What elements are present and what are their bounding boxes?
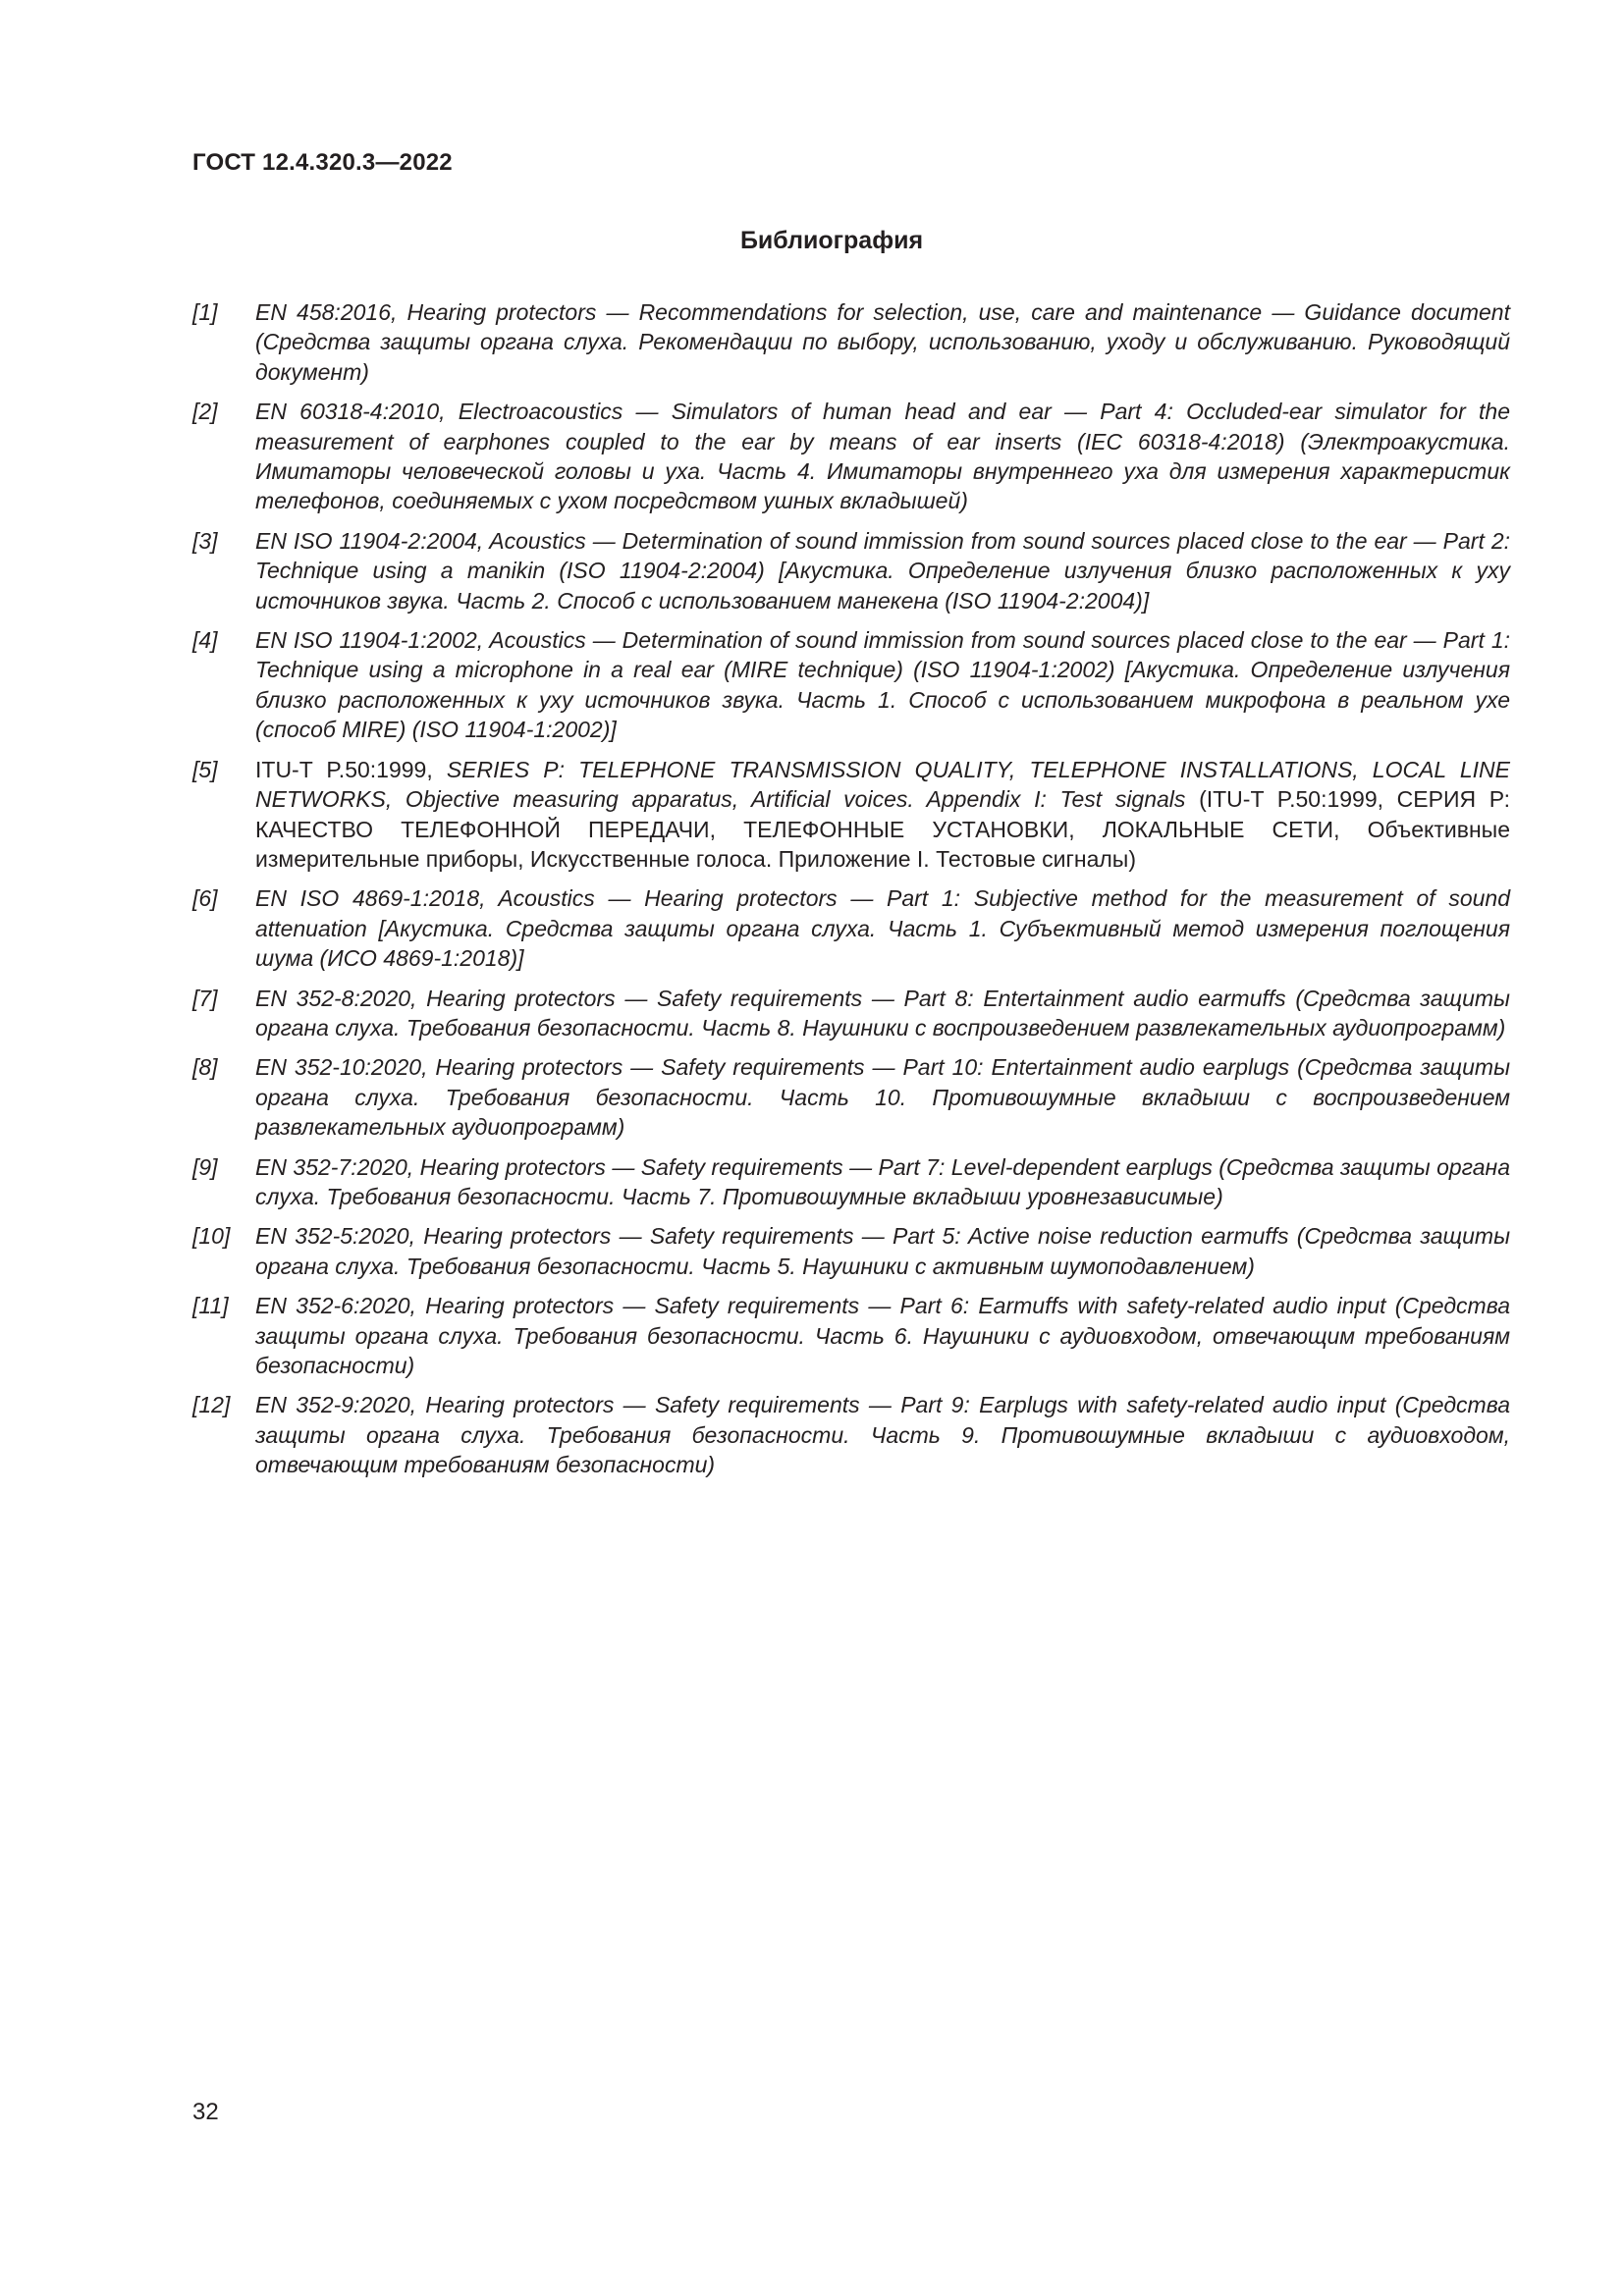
bibliography-entry-8 xyxy=(192,1052,1510,1142)
bibliography-entry-1 xyxy=(192,297,1510,387)
reference-text: EN 458:2016, Hearing protectors — Recommendations for selection, use, care and maintenance — Guidance document (Средства защиты органа слуха. Рекомендации по выбору, использованию, уходу и обслуживанию. Руководящий документ) xyxy=(255,299,1510,385)
reference-text: EN 352-6:2020, Hearing protectors — Safety requirements — Part 6: Earmuffs with safety-related audio input (Средства защиты органа слуха. Требования безопасности. Часть 6. Наушники с аудиовходом, отвечающим требованиям безопасности) xyxy=(255,1293,1510,1378)
bibliography-entry-6 xyxy=(192,883,1510,973)
bibliography-entry-3 xyxy=(192,526,1510,615)
reference-number: [5] xyxy=(192,756,218,782)
bibliography-entry-10 xyxy=(192,1221,1510,1281)
bibliography-title: Библиография xyxy=(739,227,924,254)
bibliography-entry-5 xyxy=(192,755,1510,875)
reference-number: [4] xyxy=(192,627,218,654)
bibliography-entry-7 xyxy=(192,984,1510,1043)
reference-number: [10] xyxy=(192,1223,231,1250)
document-header: ГОСТ 12.4.320.3—2022 xyxy=(192,149,453,176)
reference-text xyxy=(255,755,1510,875)
reference-text: EN 352-9:2020, Hearing protectors — Safety requirements — Part 9: Earplugs with safety-related audio input (Средства защиты органа слуха. Требования безопасности. Часть 9. Противошумные вкладыши с аудиовходом, отвечающим требованиям безопасности) xyxy=(255,1392,1510,1478)
reference-number: [2] xyxy=(192,399,218,425)
reference-text: EN 352-8:2020, Hearing protectors — Safety requirements — Part 8: Entertainment audio earmuffs (Средства защиты органа слуха. Требования безопасности. Часть 8. Наушники с воспроизведением развлекательных аудиопрограмм) xyxy=(255,985,1510,1041)
reference-number: [12] xyxy=(192,1392,231,1418)
reference-number: [1] xyxy=(192,299,218,325)
bibliography-entry-4 xyxy=(192,625,1510,745)
reference-text-italic: SERIES P: TELEPHONE TRANSMISSION QUALITY, TELEPHONE INSTALLATIONS, LOCAL LINE NETWORKS, Objective measuring apparatus, Artificial voices. Appendix I: Test signals xyxy=(255,756,1510,813)
reference-number: [7] xyxy=(192,985,218,1011)
reference-text: EN ISO 11904-2:2004, Acoustics — Determination of sound immission from sound sources placed close to the ear — Part 2: Technique using a manikin (ISO 11904-2:2004) [Акустика. Определение излучения близко расположенных к уху источников звука. Часть 2. Способ с использованием манекена (ISO 11904-2:2004)] xyxy=(255,527,1510,614)
reference-number: [9] xyxy=(192,1153,218,1180)
reference-text: EN ISO 11904-1:2002, Acoustics — Determination of sound immission from sound sources placed close to the ear — Part 1: Technique using a microphone in a real ear (MIRE technique) (ISO 11904-1:2002) [Акустика. Определение излучения близко расположенных к уху источников звука. Часть 1. Способ с использованием микрофона в реальном ухе (способ MIRE) (ISO 11904-1:2002)] xyxy=(255,627,1510,743)
reference-text: EN 60318-4:2010, Electroacoustics — Simulators of human head and ear — Part 4: Occluded-ear simulator for the measurement of earphones coupled to the ear by means of ear inserts (IEC 60318-4:2018) (Электроакустика. Имитаторы человеческой головы и уха. Часть 4. Имитаторы внутреннего уха для измерения характеристик телефонов, соединяемых с ухом посредством ушных вкладышей) xyxy=(255,399,1510,514)
reference-number: [3] xyxy=(192,527,218,554)
page-number: 32 xyxy=(192,2099,219,2125)
bibliography-entry-11 xyxy=(192,1291,1510,1380)
reference-text: EN 352-5:2020, Hearing protectors — Safety requirements — Part 5: Active noise reduction earmuffs (Средства защиты органа слуха. Требования безопасности. Часть 5. Наушники с активным шумоподавлением) xyxy=(255,1223,1510,1279)
bibliography-list xyxy=(192,297,1510,1490)
reference-text-upright: (ITU-T P.50:1999, СЕРИЯ Р: КАЧЕСТВО ТЕЛЕФОННОЙ ПЕРЕДАЧИ, ТЕЛЕФОННЫЕ УСТАНОВКИ, ЛОКАЛЬНЫЕ СЕТИ, Объективные измерительные приборы, Искусственные голоса. Приложение I. Тестовые сигналы) xyxy=(255,786,1510,872)
reference-number: [11] xyxy=(192,1293,229,1319)
reference-text: EN 352-7:2020, Hearing protectors — Safety requirements — Part 7: Level-dependent earplugs (Средства защиты органа слуха. Требования безопасности. Часть 7. Противошумные вкладыши уровнезависимые) xyxy=(255,1153,1510,1209)
bibliography-entry-2 xyxy=(192,397,1510,516)
bibliography-entry-12 xyxy=(192,1390,1510,1479)
reference-number: [6] xyxy=(192,885,218,912)
reference-number: [8] xyxy=(192,1054,218,1081)
reference-text: EN ISO 4869-1:2018, Acoustics — Hearing protectors — Part 1: Subjective method for the measurement of sound attenuation [Акустика. Средства защиты органа слуха. Часть 1. Субъективный метод измерения поглощения шума (ИСО 4869-1:2018)] xyxy=(255,885,1510,972)
bibliography-entry-9 xyxy=(192,1152,1510,1212)
reference-text: EN 352-10:2020, Hearing protectors — Safety requirements — Part 10: Entertainment audio earplugs (Средства защиты органа слуха. Требования безопасности. Часть 10. Противошумные вкладыши с воспроизведением развлекательных аудиопрограмм) xyxy=(255,1054,1510,1141)
reference-text-upright: ITU-T P.50:1999, xyxy=(255,756,447,782)
